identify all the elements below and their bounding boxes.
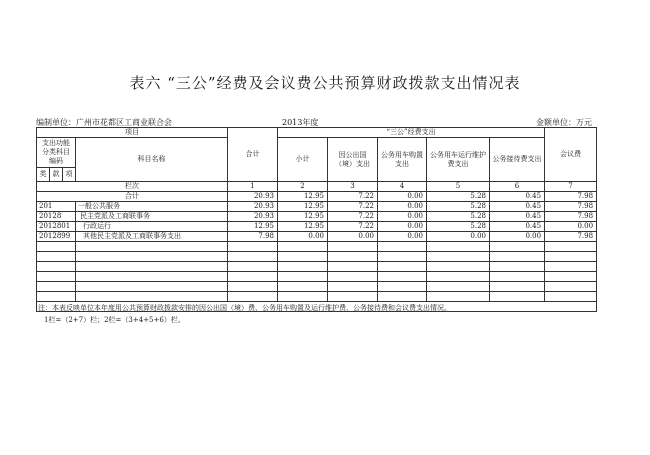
cell-meeting: 0.00 [545, 222, 597, 232]
compiling-unit: 编制单位：广州市花都区工商业联合会 [36, 118, 172, 127]
header-code-group: 支出功能分类科目编码 [37, 138, 76, 168]
cell-abroad: 7.22 [328, 192, 378, 202]
header-vehicle-purchase: 公务用车购置支出 [378, 138, 427, 182]
cell-total: 20.93 [228, 192, 278, 202]
cell-subtotal: 0.00 [278, 232, 328, 242]
header-reception: 公务接待费支出 [490, 138, 545, 182]
column-number: 2 [278, 182, 328, 192]
table-row-blank [37, 292, 597, 302]
header-section: 款 [50, 168, 63, 182]
table-row [37, 222, 597, 232]
header-subtotal: 小计 [278, 138, 328, 182]
cell-reception: 0.45 [490, 212, 545, 222]
header-sangong: “三公”经费支出 [278, 128, 545, 138]
cell-subtotal: 12.95 [278, 192, 328, 202]
cell-purchase: 0.00 [378, 232, 427, 242]
column-order-label: 栏次 [37, 182, 228, 192]
header-class: 类 [37, 168, 50, 182]
header-subject-name: 科目名称 [76, 138, 228, 182]
table-row [37, 232, 597, 242]
row-name: 民主党派及工商联事务 [76, 212, 228, 222]
column-number: 5 [427, 182, 490, 192]
table-row-blank [37, 262, 597, 272]
header-meeting: 会议费 [545, 128, 597, 182]
header-subitem: 项 [63, 168, 76, 182]
row-code: 20128 [37, 212, 76, 222]
cell-subtotal: 12.95 [278, 212, 328, 222]
row-name: 行政运行 [76, 222, 228, 232]
row-name: 其他民主党派及工商联事务支出 [76, 232, 228, 242]
cell-operation: 0.00 [427, 232, 490, 242]
amount-unit: 金额单位：万元 [536, 118, 592, 127]
cell-operation: 5.28 [427, 212, 490, 222]
document-title: 表六 “三公”经费及会议费公共预算财政拨款支出情况表 [129, 74, 521, 92]
cell-purchase: 0.00 [378, 202, 427, 212]
table-row [37, 202, 597, 212]
cell-reception: 0.45 [490, 202, 545, 212]
table-row-blank [37, 282, 597, 292]
row-name: 一般公共服务 [76, 202, 228, 212]
column-order-row [37, 182, 597, 192]
cell-total: 7.98 [228, 232, 278, 242]
fiscal-year: 2013年度 [282, 118, 319, 127]
cell-subtotal: 12.95 [278, 202, 328, 212]
row-code: 2012801 [37, 222, 76, 232]
header-item: 项目 [37, 128, 228, 138]
cell-operation: 5.28 [427, 192, 490, 202]
cell-meeting: 7.98 [545, 232, 597, 242]
cell-total: 20.93 [228, 212, 278, 222]
cell-operation: 5.28 [427, 202, 490, 212]
header-row-1 [37, 128, 597, 138]
cell-reception: 0.45 [490, 192, 545, 202]
table-note [38, 302, 596, 326]
cell-reception: 0.45 [490, 222, 545, 232]
table-row [37, 212, 597, 222]
cell-meeting: 7.98 [545, 202, 597, 212]
cell-total: 20.93 [228, 202, 278, 212]
cell-purchase: 0.00 [378, 222, 427, 232]
column-number: 1 [228, 182, 278, 192]
column-number: 7 [545, 182, 597, 192]
cell-purchase: 0.00 [378, 212, 427, 222]
cell-subtotal: 12.95 [278, 222, 328, 232]
cell-reception: 0.00 [490, 232, 545, 242]
table-row-blank [37, 242, 597, 252]
cell-abroad: 7.22 [328, 222, 378, 232]
header-vehicle-operation: 公务用车运行维护费支出 [427, 138, 490, 182]
cell-abroad: 7.22 [328, 202, 378, 212]
column-number: 4 [378, 182, 427, 192]
cell-operation: 5.28 [427, 222, 490, 232]
header-total: 合计 [228, 128, 278, 182]
cell-abroad: 0.00 [328, 232, 378, 242]
expenditure-table [36, 127, 597, 312]
table-row-total [37, 192, 597, 202]
header-abroad: 因公出国（境）支出 [328, 138, 378, 182]
cell-total: 12.95 [228, 222, 278, 232]
row-name: 合计 [37, 192, 228, 202]
cell-meeting: 7.98 [545, 192, 597, 202]
cell-abroad: 7.22 [328, 212, 378, 222]
row-code: 201 [37, 202, 76, 212]
note-line-1: 注：本表反映单位本年度用公共预算财政拨款安排的因公出国（境）费、公务用车购置及运行维护费、公务接待费和会议费支出情况。 [38, 304, 451, 312]
column-number: 3 [328, 182, 378, 192]
column-number: 6 [490, 182, 545, 192]
header-row-2 [37, 138, 597, 168]
cell-meeting: 7.98 [545, 212, 597, 222]
note-line-2: 1栏=（2+7）栏；2栏=（3+4+5+6）栏。 [44, 316, 185, 324]
row-code: 2012899 [37, 232, 76, 242]
cell-purchase: 0.00 [378, 192, 427, 202]
table-row-blank [37, 272, 597, 282]
table-row-blank [37, 252, 597, 262]
